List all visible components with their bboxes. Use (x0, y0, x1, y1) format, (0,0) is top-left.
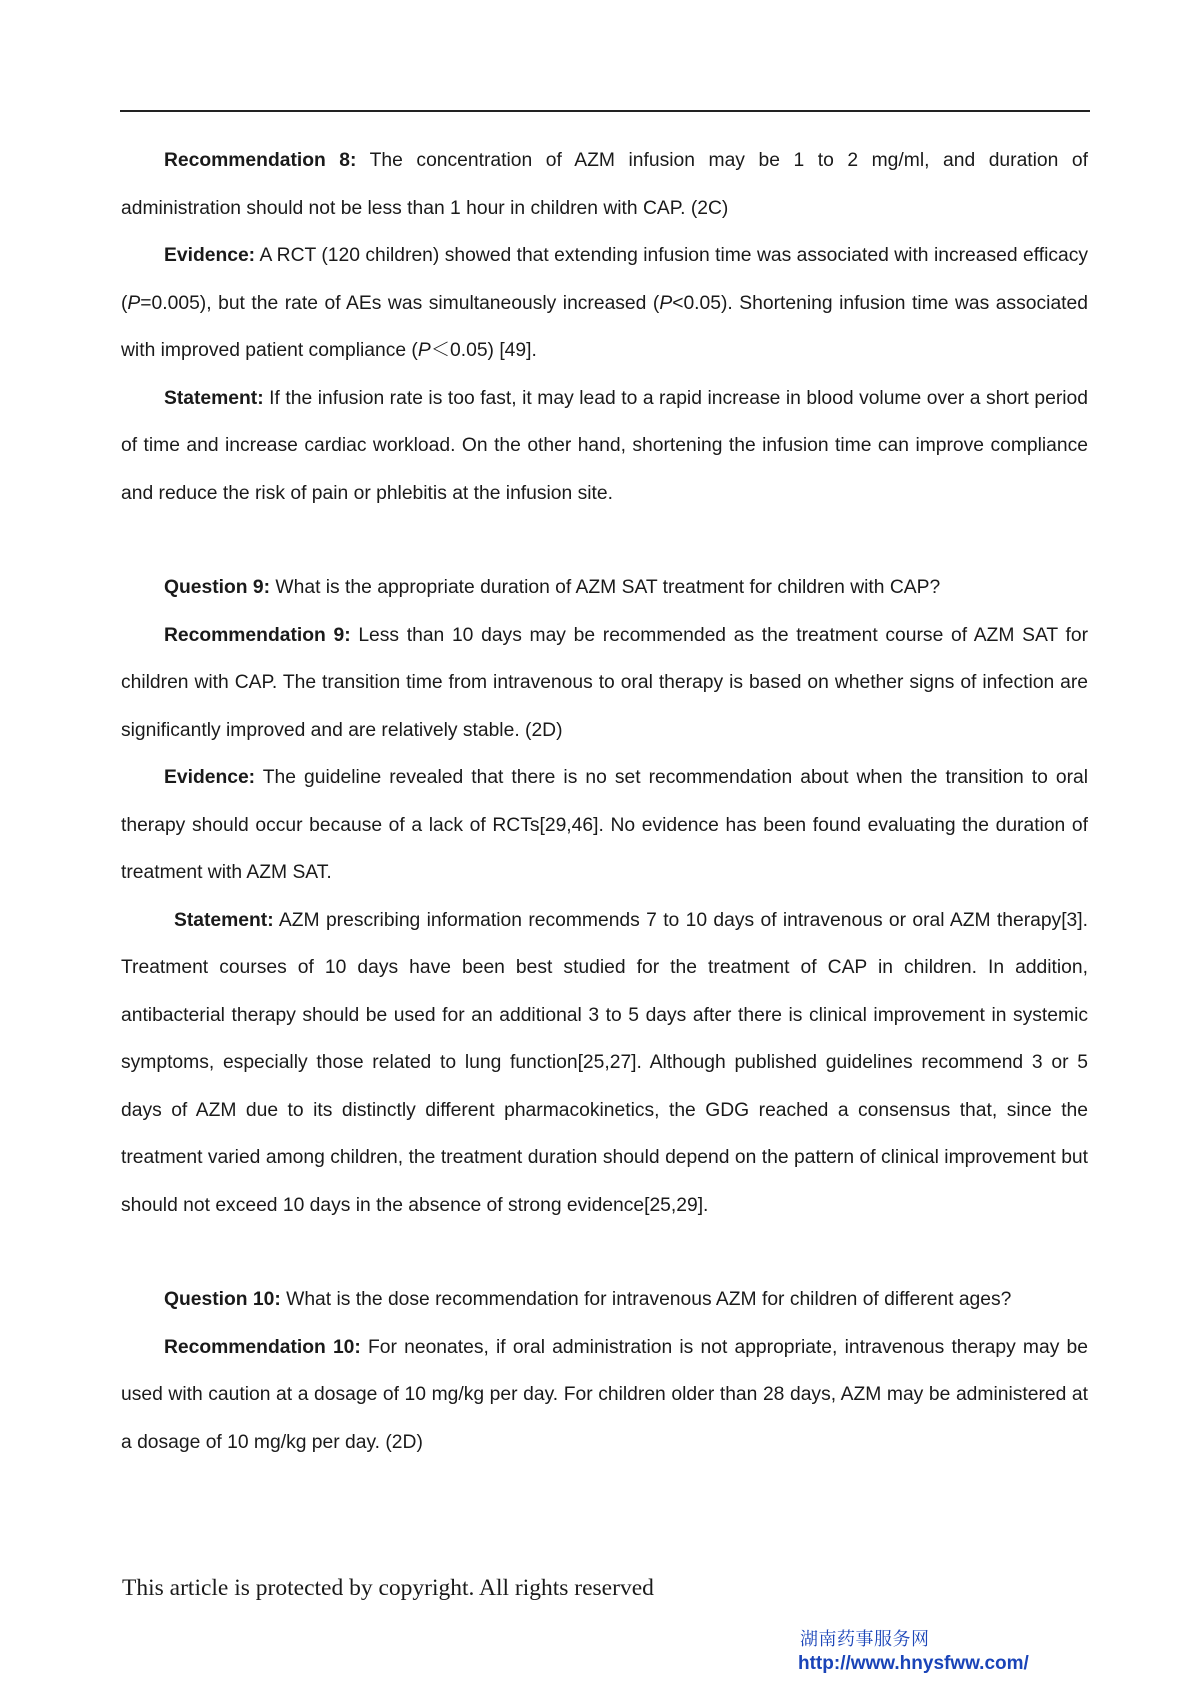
paragraph-text: ＜0.05) [49]. (430, 340, 537, 361)
question-10 (121, 1276, 1088, 1324)
paragraph-text: For neonates, if oral administration is not appropriate, intravenous therapy may be used with caution at a dosage of 10 mg/kg per day. For children older than 28 days, AZM may be administered at a dosage of 10 mg/kg per day. (2D) (121, 1336, 1088, 1453)
question-9 (121, 564, 1088, 612)
statement-9 (121, 897, 1088, 1230)
statement-8 (121, 375, 1088, 518)
paragraph-label: Evidence: (164, 245, 256, 266)
evidence-8 (121, 232, 1088, 375)
paragraph-label: Evidence: (164, 767, 256, 788)
p-value-symbol: P (659, 292, 673, 314)
evidence-9 (121, 754, 1088, 897)
header-rule (120, 110, 1090, 112)
paragraph-label: Statement: (174, 909, 274, 931)
section-gap (121, 517, 1088, 564)
paragraph-text: <0.05). Shortening infusion time was associated with improved patient compliance ( (121, 292, 1088, 361)
p-value-symbol: P (127, 292, 141, 314)
paragraph-label: Recommendation 10: (164, 1336, 361, 1358)
paragraph-label: Recommendation 9: (164, 624, 351, 646)
watermark-site-name: 湖南药事服务网 (800, 1629, 930, 1650)
p-value-symbol: P (417, 340, 431, 361)
section-gap (121, 1229, 1088, 1276)
paragraph-label: Question 9: (164, 577, 271, 598)
paragraph-label: Statement: (164, 387, 264, 409)
recommendation-9 (121, 612, 1088, 755)
paragraph-text: The concentration of AZM infusion may be 1 to 2 mg/ml, and duration of administration should not be less than 1 hour in children with CAP. (2C) (121, 150, 1089, 219)
paragraph-text: =0.005), but the rate of AEs was simultaneously increased ( (140, 292, 660, 314)
paragraph-text: What is the dose recommendation for intravenous AZM for children of different ages? (280, 1289, 1012, 1310)
paragraph-label: Question 10: (164, 1289, 281, 1310)
recommendation-8 (121, 137, 1088, 232)
paragraph-text: If the infusion rate is too fast, it may lead to a rapid increase in blood volume over a short period of time and increase cardiac workload. On the other hand, shortening the infusion time can improve compliance and reduce the risk of pain or phlebitis at the infusion site. (121, 387, 1088, 504)
recommendation-10 (121, 1324, 1088, 1467)
paragraph-label: Recommendation 8: (164, 150, 357, 171)
paragraph-text: AZM prescribing information recommends 7 to 10 days of intravenous or oral AZM therapy[3]. Treatment courses of 10 days have been best studied for the treatment of CAP in children. In addition, antibacterial therapy should be used for an additional 3 to 5 days after there is clinical improvement in systemic symptoms, especially those related to lung function[25,27]. Although published guidelines recommend 3 or 5 days of AZM due to its distinctly different pharmacokinetics, the GDG reached a consensus that, since the treatment varied among children, the treatment duration should depend on the pattern of clinical improvement but should not exceed 10 days in the absence of strong evidence[25,29]. (121, 909, 1088, 1216)
watermark (800, 1625, 1029, 1675)
copyright-notice: This article is protected by copyright. All rights reserved (122, 1575, 654, 1601)
paragraph-text: What is the appropriate duration of AZM SAT treatment for children with CAP? (270, 577, 941, 598)
watermark-url[interactable]: http://www.hnysfww.com/ (798, 1653, 1029, 1674)
paragraph-text: Less than 10 days may be recommended as the treatment course of AZM SAT for children with CAP. The transition time from intravenous to oral therapy is based on whether signs of infection are significantly improved and are relatively stable. (2D) (121, 624, 1089, 741)
paragraph-text: A RCT (120 children) showed that extending infusion time was associated with increased efficacy ( (121, 245, 1088, 314)
paragraph-text: The guideline revealed that there is no set recommendation about when the transition to oral therapy should occur because of a lack of RCTs[29,46]. No evidence has been found evaluating the duration of treatment with AZM SAT. (121, 767, 1088, 883)
article-body (121, 137, 1088, 1466)
